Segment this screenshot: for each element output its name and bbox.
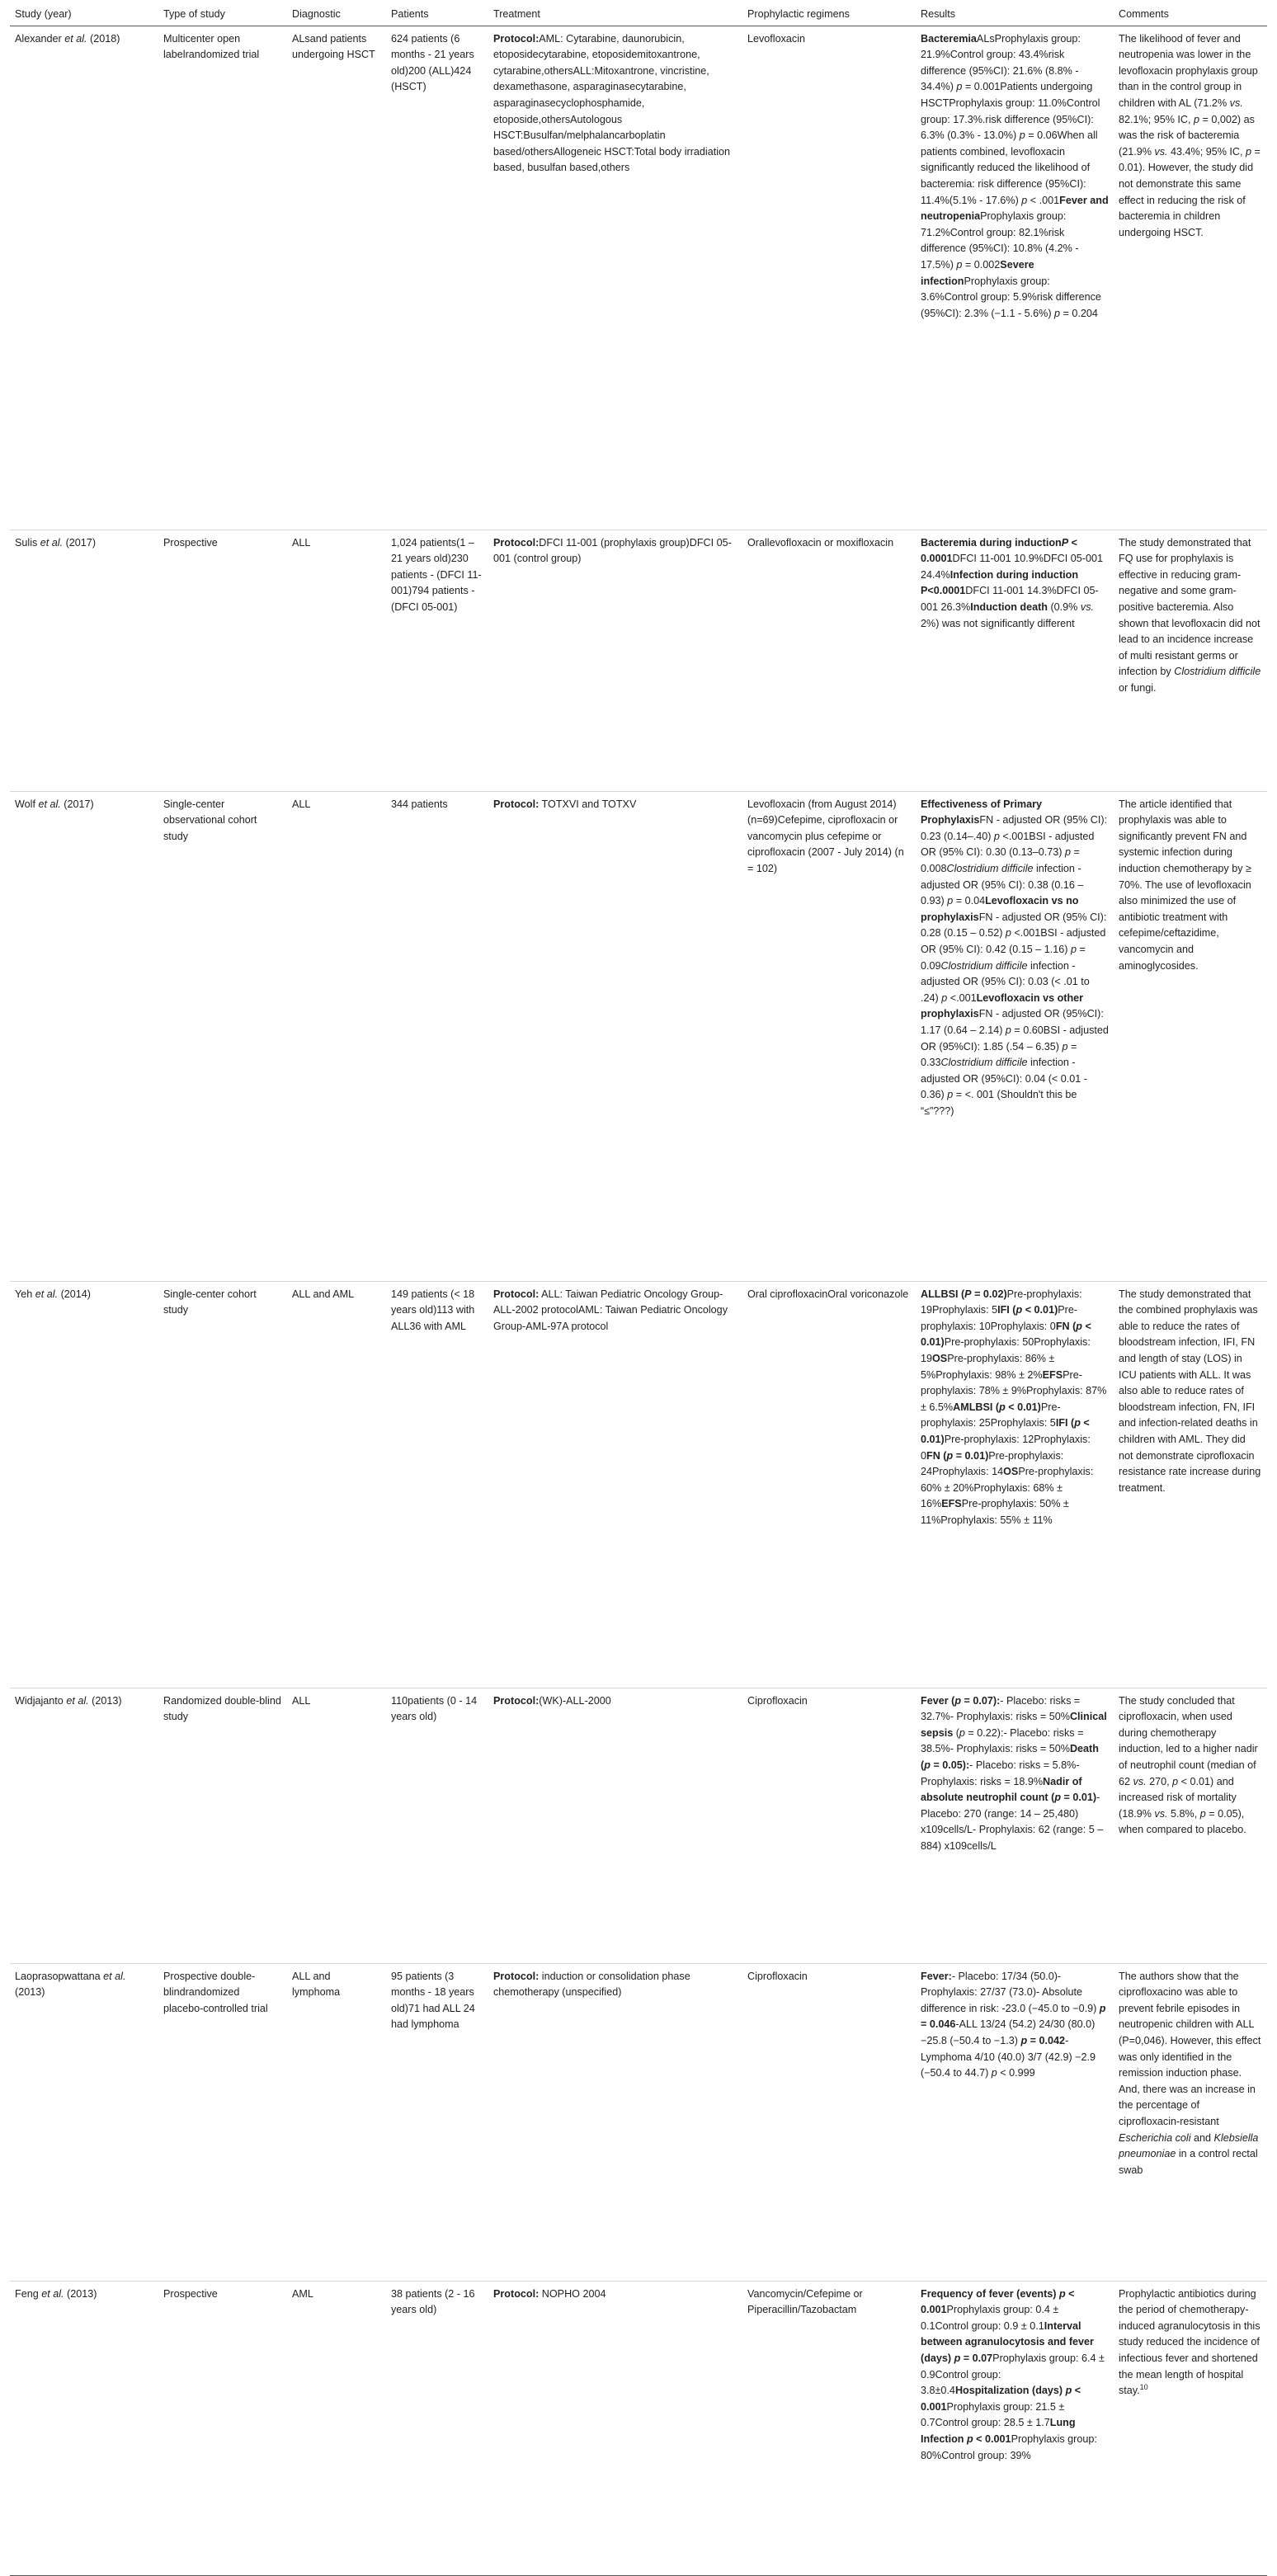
cell-patients: 344 patients xyxy=(386,791,488,1281)
table-header-row xyxy=(10,5,1267,26)
cell-comments: The study concluded that ciprofloxacin, when used during chemotherapy induction, led to a higher nadir of neutrophil count (median of 62 vs. 270, p < 0.01) and increased risk of mortality (18.9% vs. 5.8%, p = 0.05), when compared to placebo. xyxy=(1114,1688,1267,1963)
cell-results: Fever:- Placebo: 17/34 (50.0)- Prophylaxis: 27/37 (73.0)- Absolute difference in risk: -23.0 (−45.0 to −0.9) p = 0.046-ALL 13/24 (54.2) 24/30 (80.0) −25.8 (−50.4 to −1.3) p = 0.042-Lymphoma 4/10 (40.0) 3/7 (42.9) −2.9 (−50.4 to 44.7) p < 0.999 xyxy=(916,1963,1114,2281)
cell-results: BacteremiaALsProphylaxis group: 21.9%Control group: 43.4%risk difference (95%CI): 21.6% (8.8% - 34.4%) p = 0.001Patients undergoing HSCTProphylaxis group: 11.0%Control group: 17.3%.risk difference (95%CI): 6.3% (0.3% - 13.0%) p = 0.06When all patients combined, levofloxacin significantly reduced the likelihood of bacteremia: risk difference (95%CI): 11.4%(5.1% - 17.6%) p < .001Fever and neutropeniaProphylaxis group: 71.2%Control group: 82.1%risk difference (95%CI): 10.8% (4.2% - 17.5%) p = 0.002Severe infectionProphylaxis group: 3.6%Control group: 5.9%risk difference (95%CI): 2.3% (−1.1 - 5.6%) p = 0.204 xyxy=(916,26,1114,530)
cell-patients: 624 patients (6 months - 21 years old)200 (ALL)424 (HSCT) xyxy=(386,26,488,530)
cell-results: ALLBSI (P = 0.02)Pre-prophylaxis: 19Prophylaxis: 5IFI (p < 0.01)Pre-prophylaxis: 10Prophylaxis: 0FN (p < 0.01)Pre-prophylaxis: 50Prophylaxis: 19OSPre-prophylaxis: 86% ± 5%Prophylaxis: 98% ± 2%EFSPre-prophylaxis: 78% ± 9%Prophylaxis: 87% ± 6.5%AMLBSI (p < 0.01)Pre-prophylaxis: 25Prophylaxis: 5IFI (p < 0.01)Pre-prophylaxis: 12Prophylaxis: 0FN (p = 0.01)Pre-prophylaxis: 24Prophylaxis: 14OSPre-prophylaxis: 60% ± 20%Prophylaxis: 68% ± 16%EFSPre-prophylaxis: 50% ± 11%Prophylaxis: 55% ± 11% xyxy=(916,1281,1114,1688)
cell-type: Single-center cohort study xyxy=(158,1281,287,1688)
cell-patients: 1,024 patients(1 – 21 years old)230 patients - (DFCI 11-001)794 patients - (DFCI 05-001) xyxy=(386,530,488,791)
cell-results: Effectiveness of Primary ProphylaxisFN - adjusted OR (95% CI): 0.23 (0.14–.40) p <.001BSI - adjusted OR (95% CI): 0.30 (0.13–0.73) p = 0.008Clostridium difficile infection - adjusted OR (95% CI): 0.38 (0.16 – 0.93) p = 0.04Levofloxacin vs no prophylaxisFN - adjusted OR (95% CI): 0.28 (0.15 – 0.52) p <.001BSI - adjusted OR (95% CI): 0.42 (0.15 – 1.16) p = 0.09Clostridium difficile infection - adjusted OR (95% CI): 0.03 (< .01 to .24) p <.001Levofloxacin vs other prophylaxisFN - adjusted OR (95%CI): 1.17 (0.64 – 2.14) p = 0.60BSI - adjusted OR (95%CI): 1.85 (.54 – 6.35) p = 0.33Clostridium difficile infection - adjusted OR (95%CI): 0.04 (< 0.01 - 0.36) p = <. 001 (Shouldn't this be “≤”???) xyxy=(916,791,1114,1281)
table-row xyxy=(10,1963,1267,2281)
cell-results: Frequency of fever (events) p < 0.001Prophylaxis group: 0.4 ± 0.1Control group: 0.9 ± 0.1Interval between agranulocytosis and fever (days) p = 0.07Prophylaxis group: 6.4 ± 0.9Control group: 3.8±0.4Hospitalization (days) p < 0.001Prophylaxis group: 21.5 ± 0.7Control group: 28.5 ± 1.7Lung Infection p < 0.001Prophylaxis group: 80%Control group: 39% xyxy=(916,2281,1114,2575)
cell-comments: The article identified that prophylaxis was able to significantly prevent FN and systemic infection during induction chemotherapy by ≥ 70%. The use of levofloxacin also minimized the use of antibiotic treatment with cefepime/ceftazidime, vancomycin and aminoglycosides. xyxy=(1114,791,1267,1281)
cell-prophylactic: Levofloxacin xyxy=(742,26,916,530)
cell-study: Wolf et al. (2017) xyxy=(10,791,158,1281)
cell-comments: The likelihood of fever and neutropenia was lower in the levofloxacin prophylaxis group than in the control group in children with AL (71.2% vs. 82.1%; 95% IC, p = 0,002) as was the risk of bacteremia (21.9% vs. 43.4%; 95% IC, p = 0.01). However, the study did not demonstrate this same effect in reducing the risk of bacteremia in children undergoing HSCT. xyxy=(1114,26,1267,530)
cell-comments: The study demonstrated that the combined prophylaxis was able to reduce the rates of bloodstream infection, IFI, FN and length of stay (LOS) in ICU patients with ALL. It was also able to reduce rates of bloodstream infection, FN, IFI and infection-related deaths in children with AML. They did not demonstrate ciprofloxacin resistance rate increase during treatment. xyxy=(1114,1281,1267,1688)
header-type: Type of study xyxy=(158,5,287,26)
header-patients: Patients xyxy=(386,5,488,26)
cell-treatment: Protocol: ALL: Taiwan Pediatric Oncology Group-ALL-2002 protocolAML: Taiwan Pediatric Oncology Group-AML-97A protocol xyxy=(488,1281,742,1688)
cell-study: Widjajanto et al. (2013) xyxy=(10,1688,158,1963)
cell-patients: 38 patients (2 - 16 years old) xyxy=(386,2281,488,2575)
cell-type: Prospective xyxy=(158,530,287,791)
cell-type: Single-center observational cohort study xyxy=(158,791,287,1281)
cell-patients: 95 patients (3 months - 18 years old)71 had ALL 24 had lymphoma xyxy=(386,1963,488,2281)
cell-diagnostic: ALsand patients undergoing HSCT xyxy=(287,26,386,530)
study-table xyxy=(10,5,1267,2576)
cell-results: Bacteremia during inductionP < 0.0001DFCI 11-001 10.9%DFCI 05-001 24.4%Infection during induction P<0.0001DFCI 11-001 14.3%DFCI 05-001 26.3%Induction death (0.9% vs. 2%) was not significantly different xyxy=(916,530,1114,791)
cell-results: Fever (p = 0.07):- Placebo: risks = 32.7%- Prophylaxis: risks = 50%Clinical sepsis (p = 0.22):- Placebo: risks = 38.5%- Prophylaxis: risks = 50%Death (p = 0.05):- Placebo: risks = 5.8%- Prophylaxis: risks = 18.9%Nadir of absolute neutrophil count (p = 0.01)- Placebo: 270 (range: 14 – 25,480) x109cells/L- Prophylaxis: 62 (range: 5 – 884) x109cells/L xyxy=(916,1688,1114,1963)
cell-treatment: Protocol:(WK)-ALL-2000 xyxy=(488,1688,742,1963)
cell-diagnostic: ALL xyxy=(287,1688,386,1963)
cell-diagnostic: AML xyxy=(287,2281,386,2575)
cell-treatment: Protocol:DFCI 11-001 (prophylaxis group)DFCI 05-001 (control group) xyxy=(488,530,742,791)
cell-prophylactic: Ciprofloxacin xyxy=(742,1688,916,1963)
cell-treatment: Protocol:AML: Cytarabine, daunorubicin, etoposidecytarabine, etoposidemitoxantrone, cytarabine,othersALL:Mitoxantrone, vincristine, dexamethasone, asparaginasecytarabine, asparaginasecyclophosphamide, etoposide,othersAutologous HSCT:Busulfan/melphalancarboplatin based/othersAllogeneic HSCT:Total body irradiation based, busulfan based,others xyxy=(488,26,742,530)
cell-type: Multicenter open labelrandomized trial xyxy=(158,26,287,530)
header-prophylactic: Prophylactic regimens xyxy=(742,5,916,26)
cell-prophylactic: Vancomycin/Cefepime or Piperacillin/Tazobactam xyxy=(742,2281,916,2575)
cell-type: Randomized double-blind study xyxy=(158,1688,287,1963)
header-results: Results xyxy=(916,5,1114,26)
cell-type: Prospective double-blindrandomized placebo-controlled trial xyxy=(158,1963,287,2281)
cell-prophylactic: Ciprofloxacin xyxy=(742,1963,916,2281)
cell-diagnostic: ALL xyxy=(287,530,386,791)
cell-comments: Prophylactic antibiotics during the period of chemotherapy-induced agranulocytosis in this study reduced the incidence of infectious fever and shortened the mean length of hospital stay.$^{10}$ xyxy=(1114,2281,1267,2575)
cell-comments: The authors show that the ciprofloxacino was able to prevent febrile episodes in neutropenic children with ALL (P=0,046). However, this effect was only identified in the remission induction phase. And, there was an increase in the percentage of ciprofloxacin-resistant Escherichia coli and Klebsiella pneumoniae in a control rectal swab xyxy=(1114,1963,1267,2281)
table-row xyxy=(10,1688,1267,1963)
header-study: Study (year) xyxy=(10,5,158,26)
cell-prophylactic: Orallevofloxacin or moxifloxacin xyxy=(742,530,916,791)
cell-study: Alexander et al. (2018) xyxy=(10,26,158,530)
cell-diagnostic: ALL and AML xyxy=(287,1281,386,1688)
cell-treatment: Protocol: TOTXVI and TOTXV xyxy=(488,791,742,1281)
header-diagnostic: Diagnostic xyxy=(287,5,386,26)
cell-type: Prospective xyxy=(158,2281,287,2575)
header-comments: Comments xyxy=(1114,5,1267,26)
cell-study: Laoprasopwattana et al. (2013) xyxy=(10,1963,158,2281)
table-row xyxy=(10,791,1267,1281)
header-treatment: Treatment xyxy=(488,5,742,26)
table-row xyxy=(10,26,1267,530)
cell-treatment: Protocol: NOPHO 2004 xyxy=(488,2281,742,2575)
cell-patients: 149 patients (< 18 years old)113 with ALL36 with AML xyxy=(386,1281,488,1688)
cell-study: Sulis et al. (2017) xyxy=(10,530,158,791)
cell-prophylactic: Oral ciprofloxacinOral voriconazole xyxy=(742,1281,916,1688)
table-row xyxy=(10,1281,1267,1688)
cell-study: Feng et al. (2013) xyxy=(10,2281,158,2575)
cell-patients: 110patients (0 - 14 years old) xyxy=(386,1688,488,1963)
table-row xyxy=(10,2281,1267,2575)
cell-prophylactic: Levofloxacin (from August 2014) (n=69)Cefepime, ciprofloxacin or vancomycin plus cefepime or ciprofloxacin (2007 - July 2014) (n = 102) xyxy=(742,791,916,1281)
table-row xyxy=(10,530,1267,791)
cell-diagnostic: ALL and lymphoma xyxy=(287,1963,386,2281)
cell-diagnostic: ALL xyxy=(287,791,386,1281)
cell-comments: The study demonstrated that FQ use for prophylaxis is effective in reducing gram-negative and some gram-positive bacteremia. Also shown that levofloxacin did not lead to an incidence increase of multi resistant germs or infection by Clostridium difficile or fungi. xyxy=(1114,530,1267,791)
cell-treatment: Protocol: induction or consolidation phase chemotherapy (unspecified) xyxy=(488,1963,742,2281)
cell-study: Yeh et al. (2014) xyxy=(10,1281,158,1688)
